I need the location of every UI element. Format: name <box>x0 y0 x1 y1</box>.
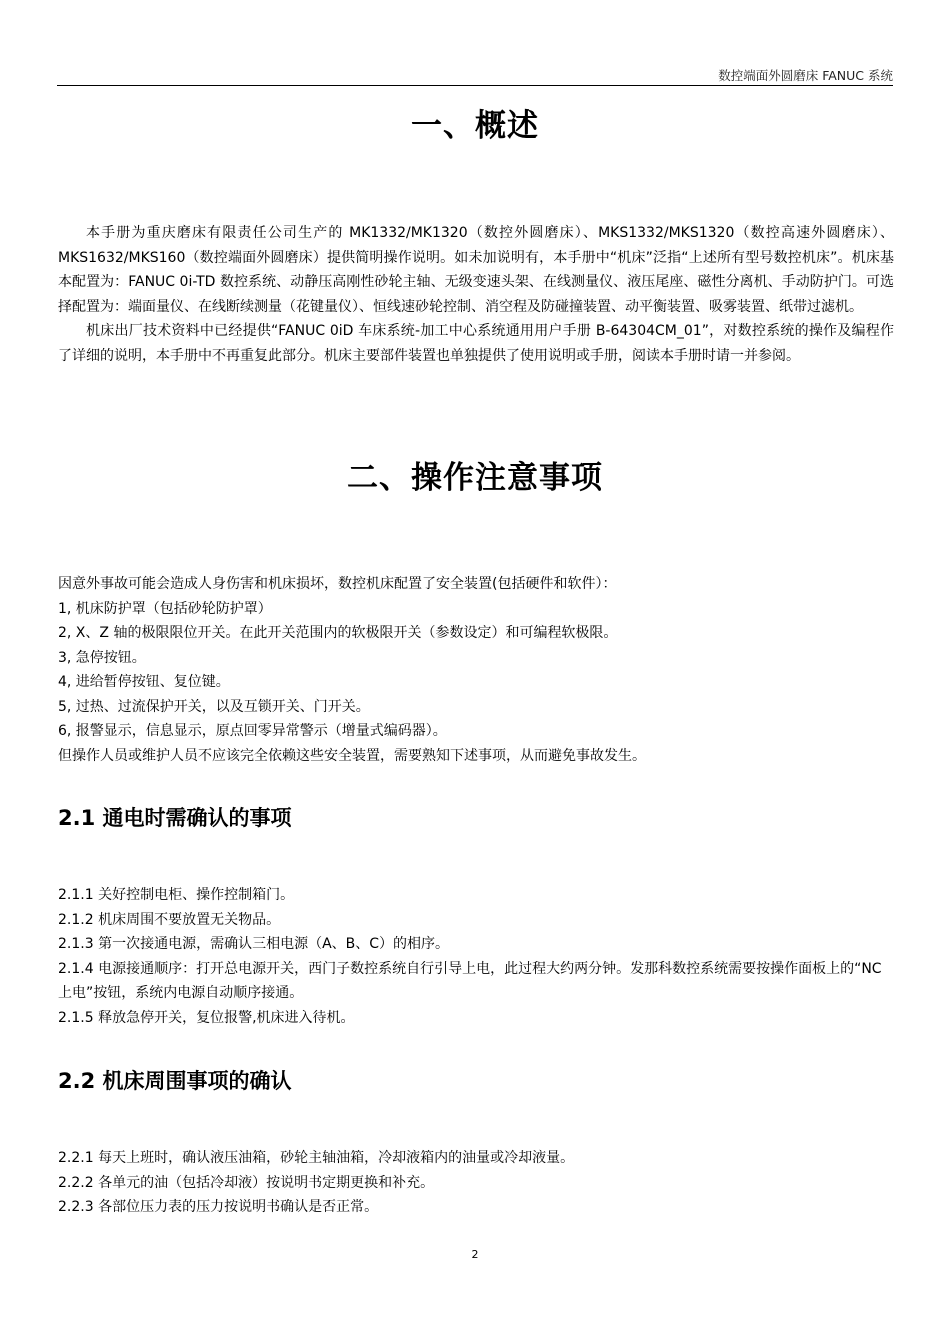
machine-surroundings-checklist <box>58 1146 894 1220</box>
list-item: 2.1.1 关好控制电柜、操作控制箱门。 <box>58 887 295 903</box>
safety-outro: 但操作人员或维护人员不应该完全依赖这些安全装置，需要熟知下述事项，从而避免事故发生。 <box>58 747 646 764</box>
section-1-body <box>58 221 894 368</box>
page-number: 2 <box>471 1248 479 1261</box>
list-item: 5, 过热、过流保护开关，以及互锁开关、门开关。 <box>58 698 370 715</box>
safety-intro: 因意外事故可能会造成人身伤害和机床损坏，数控机床配置了安全装置(包括硬件和软件）： <box>58 576 617 592</box>
overview-paragraph-2: 机床出厂技术资料中已经提供“FANUC 0iD 车床系统-加工中心系统通用用户手册 B-64304CM_01”，对数控系统的操作及编程作了详细的说明，本手册中不再重复此部分。机床主要部件装置也单独提供了使用说明或手册，阅读本手册时请一并参阅。 <box>58 323 894 364</box>
list-item: 2.1.3 第一次接通电源，需确认三相电源（A、B、C）的相序。 <box>58 936 450 952</box>
list-item: 6, 报警显示，信息显示，原点回零异常警示（增量式编码器）。 <box>58 723 447 739</box>
list-item: 2.1.2 机床周围不要放置无关物品。 <box>58 911 281 928</box>
list-item: 2, X、Z 轴的极限限位开关。在此开关范围内的软极限开关（参数设定）和可编程软极限。 <box>58 625 618 641</box>
power-on-checklist <box>58 883 894 1030</box>
list-item: 3, 急停按钮。 <box>58 649 146 666</box>
section-2-1-title: 2.1 通电时需确认的事项 <box>58 806 292 830</box>
list-item: 4, 进给暂停按钮、复位键。 <box>58 674 230 690</box>
safety-device-list <box>58 572 894 768</box>
list-item: 2.1.4 电源接通顺序：打开总电源开关，西门子数控系统自行引导上电，此过程大约两分钟。发那科数控系统需要按操作面板上的“NC 上电”按钮，系统内电源自动顺序接通。 <box>58 960 882 1001</box>
list-item: 1, 机床防护罩（包括砂轮防护罩） <box>58 600 272 617</box>
running-header: 数控端面外圆磨床 FANUC 系统 <box>718 68 893 83</box>
header-rule <box>57 85 893 86</box>
list-item: 2.1.5 释放急停开关，复位报警,机床进入待机。 <box>58 1009 355 1026</box>
list-item: 2.2.3 各部位压力表的压力按说明书确认是否正常。 <box>58 1199 379 1215</box>
overview-paragraph-1: 本手册为重庆磨床有限责任公司生产的 MK1332/MK1320（数控外圆磨床）、MKS1332/MKS1320（数控高速外圆磨床）、MKS1632/MKS160（数控端面外圆磨床）提供简明操作说明。如未加说明有，本手册中“机床”泛指“上述所有型号数控机床”。机床基本配置为：FANUC 0i-TD 数控系统、动静压高刚性砂轮主轴、无级变速头架、在线测量仪、液压尾座、磁性分离机、手动防护门。可选择配置为：端面量仪、在线断续测量（花键量仪）、恒线速砂轮控制、消空程及防碰撞装置、动平衡装置、吸雾装置、纸带过滤机。 <box>58 225 894 315</box>
list-item: 2.2.2 各单元的油（包括冷却液）按说明书定期更换和补充。 <box>58 1174 435 1191</box>
list-item: 2.2.1 每天上班时，确认液压油箱，砂轮主轴油箱，冷却液箱内的油量或冷却液量。 <box>58 1150 575 1166</box>
section-1-title: 一、概述 <box>411 108 539 144</box>
section-2-2-title: 2.2 机床周围事项的确认 <box>58 1069 292 1093</box>
section-2-title: 二、操作注意事项 <box>347 460 603 496</box>
